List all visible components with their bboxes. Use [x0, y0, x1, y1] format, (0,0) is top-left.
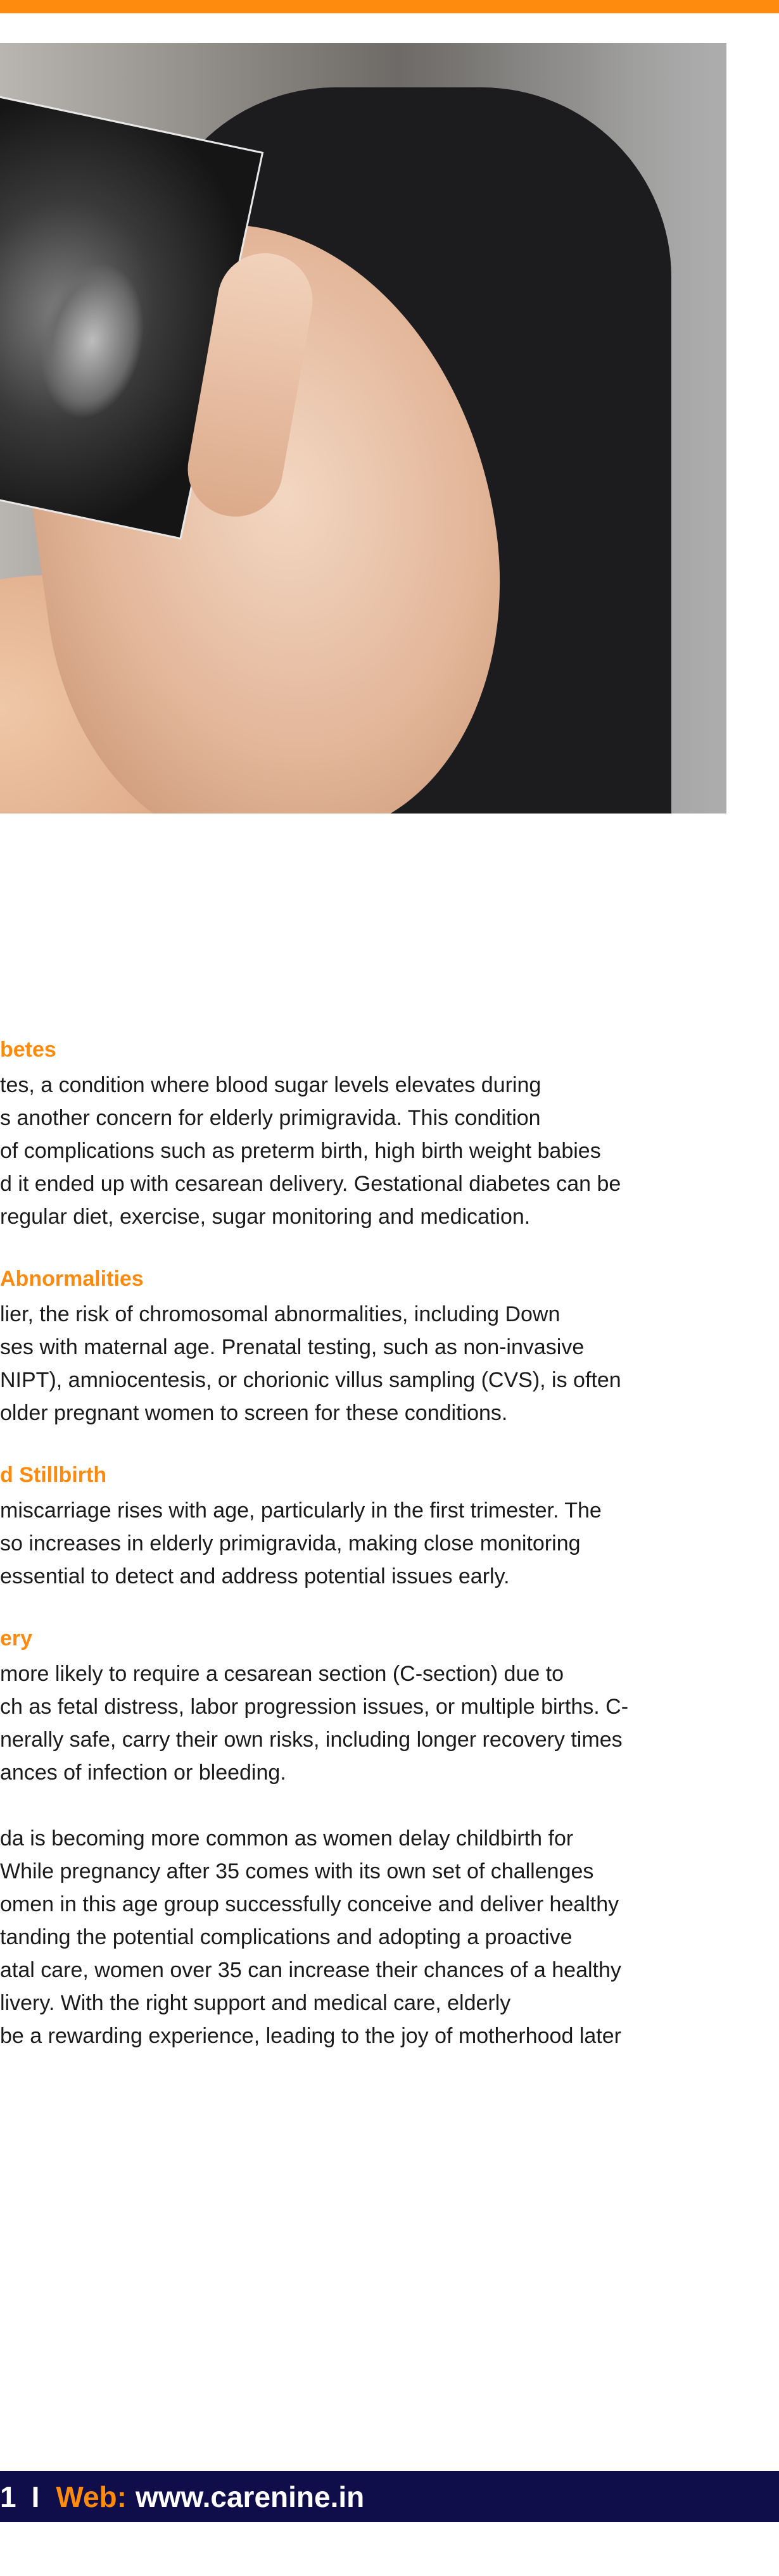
- text-line: miscarriage rises with age, particularly in the first trimester. The: [0, 1498, 602, 1523]
- top-accent-bar: [0, 0, 779, 13]
- footer-phone: 1: [0, 2480, 16, 2513]
- footer-contact-bar: [0, 2471, 779, 2522]
- section-heading: Abnormalities: [0, 1267, 144, 1291]
- text-line: omen in this age group successfully conceive and deliver healthy: [0, 1892, 619, 1916]
- text-line: essential to detect and address potential issues early.: [0, 1564, 510, 1588]
- text-line: of complications such as preterm birth, high birth weight babies: [0, 1139, 601, 1163]
- section-heading: betes: [0, 1038, 56, 1062]
- ultrasound-photo: [0, 43, 726, 814]
- text-line: nerally safe, carry their own risks, including longer recovery times: [0, 1728, 623, 1752]
- section-conclusion: [0, 1822, 779, 2052]
- section-body: [0, 1657, 779, 1789]
- text-line: tes, a condition where blood sugar levels elevates during: [0, 1073, 542, 1097]
- text-line: While pregnancy after 35 comes with its own set of challenges: [0, 1859, 594, 1883]
- text-line: s another concern for elderly primigravida. This condition: [0, 1106, 541, 1130]
- footer-separator: I: [31, 2480, 40, 2513]
- text-line: ances of infection or bleeding.: [0, 1761, 286, 1785]
- text-line: livery. With the right support and medical care, elderly: [0, 1991, 511, 2015]
- footer-web-link[interactable]: www.carenine.in: [135, 2480, 365, 2513]
- section-body: [0, 1494, 779, 1593]
- text-line: d it ended up with cesarean delivery. Gestational diabetes can be: [0, 1172, 621, 1196]
- text-line: NIPT), amniocentesis, or chorionic villus sampling (CVS), is often: [0, 1368, 621, 1392]
- section-cesarean-delivery: [0, 1626, 779, 1789]
- section-heading: ery: [0, 1626, 33, 1650]
- conclusion-body: [0, 1822, 779, 2052]
- text-line: ses with maternal age. Prenatal testing, such as non-invasive: [0, 1335, 585, 1359]
- section-body: [0, 1069, 779, 1233]
- text-line: so increases in elderly primigravida, making close monitoring: [0, 1531, 581, 1555]
- text-line: atal care, women over 35 can increase their chances of a healthy: [0, 1958, 621, 1982]
- text-line: ch as fetal distress, labor progression issues, or multiple births. C-: [0, 1695, 629, 1719]
- section-miscarriage-stillbirth: [0, 1462, 779, 1593]
- text-line: be a rewarding experience, leading to the joy of motherhood later: [0, 2024, 621, 2048]
- section-body: [0, 1298, 779, 1429]
- article-content: [0, 1037, 779, 2052]
- text-line: more likely to require a cesarean section (C-section) due to: [0, 1662, 564, 1686]
- section-chromosomal-abnormalities: [0, 1266, 779, 1429]
- section-heading: d Stillbirth: [0, 1463, 107, 1487]
- text-line: da is becoming more common as women delay childbirth for: [0, 1826, 574, 1850]
- section-gestational-diabetes: [0, 1037, 779, 1233]
- text-line: older pregnant women to screen for these conditions.: [0, 1401, 508, 1425]
- text-line: lier, the risk of chromosomal abnormalities, including Down: [0, 1302, 560, 1326]
- text-line: tanding the potential complications and adopting a proactive: [0, 1925, 573, 1949]
- footer-web-label: Web:: [56, 2480, 127, 2513]
- text-line: regular diet, exercise, sugar monitoring and medication.: [0, 1205, 531, 1229]
